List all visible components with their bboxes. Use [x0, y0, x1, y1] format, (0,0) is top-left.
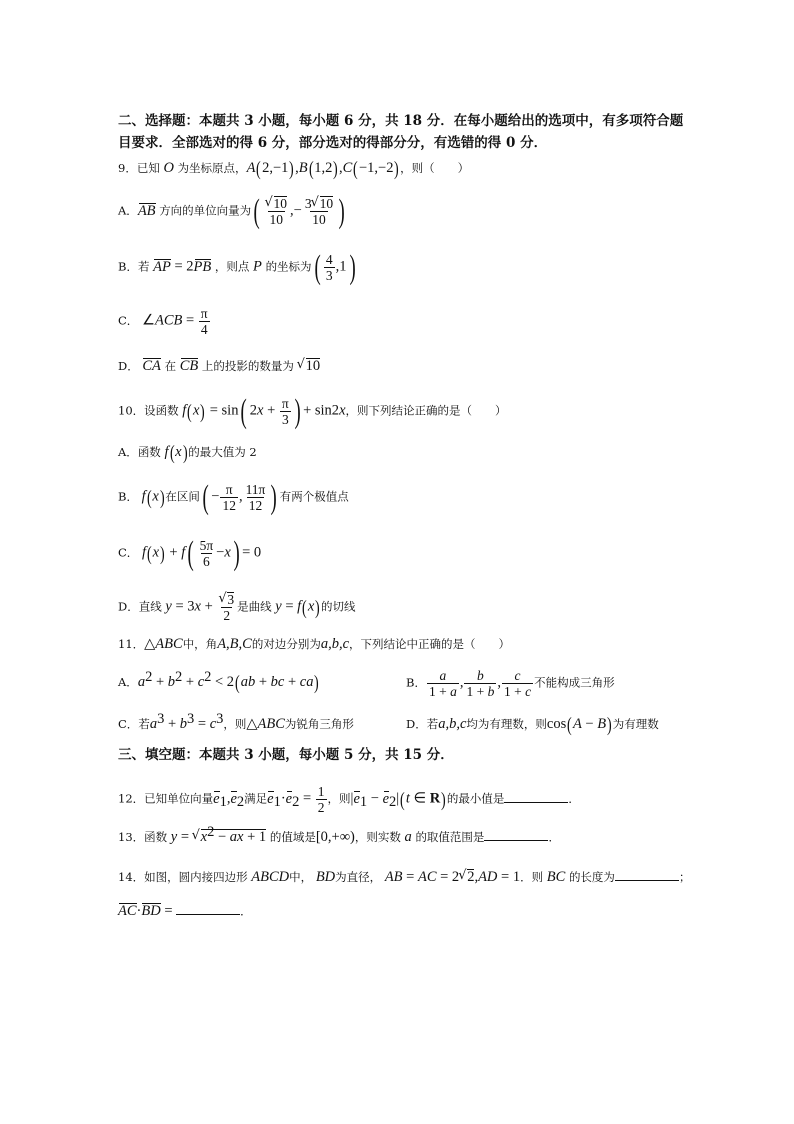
- q12-text: ，则: [327, 791, 351, 806]
- option-text: 在: [164, 359, 177, 373]
- option-text: 是曲线: [237, 599, 272, 614]
- q13-text: 函数: [144, 830, 168, 844]
- q14-number: 14．: [118, 870, 145, 884]
- option-text: 的切线: [320, 599, 356, 614]
- q13-text: 的取值范围是: [415, 830, 485, 844]
- q14-text: 为直径，: [335, 870, 382, 884]
- option-text: 方向的单位向量为: [159, 203, 252, 218]
- option-text: 不能构成三角形: [534, 675, 615, 690]
- option-label: C．: [118, 545, 139, 560]
- section-3-heading: 三、填空题：本题共 3 小题，每小题 5 分，共 15 分．: [118, 747, 454, 763]
- q14-text: 中，: [289, 870, 313, 884]
- q9-option-b: B．若 AP = 2PB ，则点 P 的坐标为( $\frac{4}{3}$ ,1): [118, 248, 356, 286]
- option-text: 若: [137, 259, 150, 274]
- q11-option-d: D．若a,b,c均为有理数，则cos(A − B)为有理数: [406, 714, 659, 736]
- answer-blank[interactable]: [484, 828, 548, 841]
- option-label: C．: [118, 717, 139, 731]
- option-label: A．: [118, 203, 138, 218]
- q14-second-line: AC·BD = ．: [118, 903, 252, 919]
- q14-text: ；: [678, 870, 691, 884]
- option-label: D．: [118, 599, 139, 614]
- q9-text: ，则（ ）: [400, 161, 470, 175]
- q9-option-a: A．AB 方向的单位向量为( √ $\frac{10}{10}$ ,− $\frac{3√ 10}{10}$ ): [118, 196, 347, 227]
- q11-stem: 11．△ABC中，角A,B,C的对边分别为a,b,c，下列结论中正确的是（ ）: [118, 636, 511, 652]
- option-text: 有两个极值点: [279, 489, 349, 504]
- option-label: D．: [406, 717, 427, 731]
- option-text: 直线: [138, 599, 162, 614]
- q9-number: 9．: [118, 161, 137, 175]
- q11-text: 的对边分别为: [251, 637, 321, 651]
- option-label: A．: [118, 445, 138, 459]
- option-text: ，则: [223, 717, 247, 731]
- q12-text: 满足: [244, 791, 268, 806]
- option-text: 上的投影的数量为: [201, 359, 294, 373]
- option-text: 的最大值为 2: [188, 445, 257, 459]
- answer-blank[interactable]: [615, 868, 679, 881]
- q11-text: ，下列结论中正确的是（ ）: [349, 637, 511, 651]
- q13-stem: 13．函数 y = √ $x^2$ − ax + 1 的值域是[0,+∞)，则实数 a 的取值范围是 ．: [118, 828, 560, 845]
- q12-number: 12．: [118, 791, 145, 806]
- option-text: 函数: [137, 445, 161, 459]
- q14-text: 如图，圆内接四边形: [144, 870, 248, 884]
- q9-option-d: D． CA 在 CB 上的投影的数量为 √ 10: [118, 358, 320, 374]
- option-label: C．: [118, 313, 139, 328]
- option-text: 若: [426, 717, 439, 731]
- option-label: D．: [118, 359, 139, 373]
- option-text: 为有理数: [612, 717, 659, 731]
- q14-text: ．: [240, 904, 252, 918]
- q9-text: 为坐标原点，: [177, 161, 247, 175]
- q12-text: ．: [568, 791, 580, 806]
- q10-option-c: C． f(x) + f( $\frac{5\pi}{6}$ −x) = 0: [118, 534, 262, 572]
- q13-text: ，则实数: [354, 830, 401, 844]
- section-2-heading-line1: 二、选择题：本题共 3 小题，每小题 6 分，共 18 分．在每小题给出的选项中，有多项符合题: [118, 113, 684, 129]
- q9-text: 已知: [136, 161, 160, 175]
- q13-text: ．: [548, 830, 560, 844]
- q11-text: 中，角: [182, 637, 218, 651]
- option-text: ，则点: [214, 259, 250, 274]
- q10-option-a: A．函数 f(x)的最大值为 2: [118, 442, 257, 464]
- q11-option-a: A．$a^2 + b^2 + c^2 < 2(ab$ + bc + ca): [118, 669, 320, 694]
- q11-number: 11．: [118, 637, 145, 651]
- q10-number: 10．: [118, 403, 145, 418]
- q13-text: 的值域是: [269, 830, 316, 844]
- q14-text: ．则: [520, 870, 544, 884]
- option-text: 为锐角三角形: [284, 717, 354, 731]
- q10-stem: 10．设函数 f(x) = sin( 2x + $\frac{\pi}{3}$ ) + sin2x，则下列结论正确的是（ ）: [118, 392, 507, 430]
- option-text: 均为有理数，则: [466, 717, 547, 731]
- answer-blank[interactable]: [504, 790, 568, 803]
- q10-text: ，则下列结论正确的是（ ）: [345, 403, 507, 418]
- option-label: A．: [118, 675, 138, 689]
- q11-option-c: C．若$a^3 + b^3 = c^3$，则△ABC为锐角三角形: [118, 711, 354, 732]
- q10-text: 设函数: [144, 403, 179, 418]
- answer-blank[interactable]: [176, 902, 240, 915]
- q12-stem: 12．已知单位向量$e_1,e_2$满足$e_1\cdot e_2$ = $\frac{1}{2}$ ，则$|e_1 - e_2|(t$ ∈ R)的最小值是 ．: [118, 784, 580, 815]
- q12-text: 已知单位向量: [144, 791, 214, 806]
- option-label: B．: [406, 675, 426, 690]
- q10-option-d: D．直线 y = 3x + √ $\frac{3}{2}$ 是曲线 y = f(x)的切线: [118, 592, 355, 623]
- option-label: B．: [118, 259, 138, 274]
- section-2-heading-line2: 目要求．全部选对的得 6 分，部分选对的得部分分，有选错的得 0 分．: [118, 135, 548, 151]
- q13-number: 13．: [118, 830, 145, 844]
- option-text: 的坐标为: [265, 259, 312, 274]
- option-label: B．: [118, 489, 138, 504]
- q10-option-b: B． f(x)在区间( − $\frac{\pi}{12}$ , $\frac{11\pi}{12}$ ) 有两个极值点: [118, 478, 349, 516]
- q11-option-b: B． $\frac{a}{1 + a}$ , $\frac{b}{1 + b}$ , $\frac{c}{1 + c}$ 不能构成三角形: [406, 668, 615, 699]
- q12-text: 的最小值是: [446, 791, 505, 806]
- option-text: 在区间: [165, 489, 200, 504]
- q14-stem: 14．如图，圆内接四边形 ABCD中， BD为直径， AB = AC = 2√ 2,AD = 1．则 BC 的长度为 ；: [118, 868, 690, 885]
- q14-text: 的长度为: [568, 870, 615, 884]
- q9-option-c: C． ∠ACB = $\frac{\pi}{4}$: [118, 306, 208, 337]
- q9-stem: 9．已知 O 为坐标原点，A(2,−1),B(1,2),C(−1,−2)，则（ ）: [118, 158, 470, 180]
- option-text: 若: [138, 717, 150, 731]
